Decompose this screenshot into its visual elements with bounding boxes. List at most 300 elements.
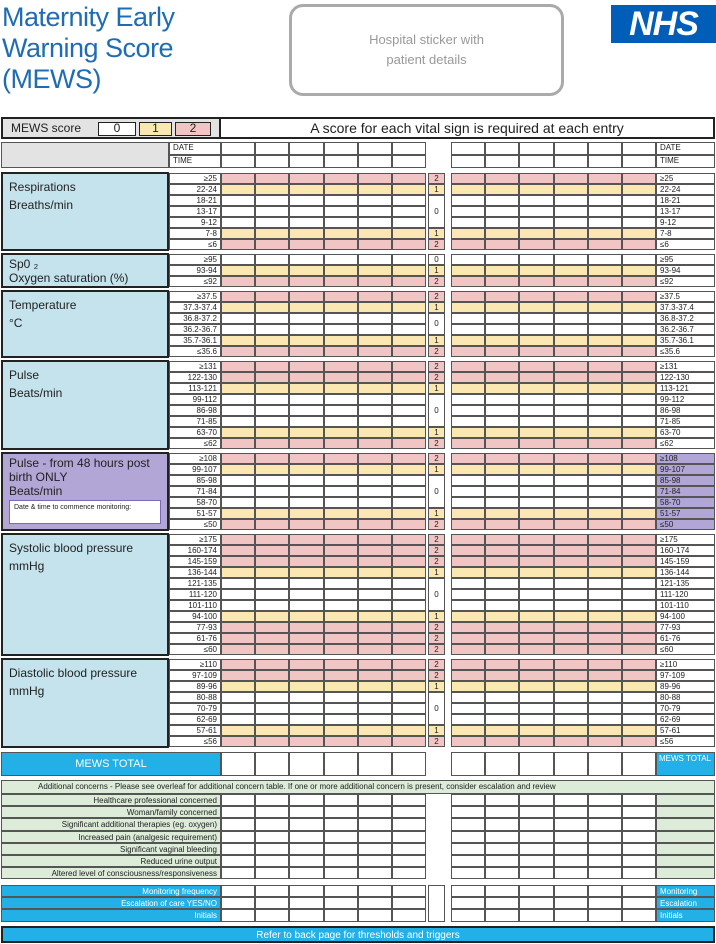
score-1-entry-cell[interactable] xyxy=(622,265,656,276)
score-1-entry-cell[interactable] xyxy=(451,335,485,346)
score-2-entry-cell[interactable] xyxy=(485,173,519,184)
score-2-entry-cell[interactable] xyxy=(554,276,588,287)
monitoring-entry-cell[interactable] xyxy=(358,909,392,921)
score-2-entry-cell[interactable] xyxy=(588,644,622,655)
score-2-entry-cell[interactable] xyxy=(588,736,622,747)
score-0-entry-cell[interactable] xyxy=(485,405,519,416)
score-1-entry-cell[interactable] xyxy=(554,567,588,578)
monitoring-entry-cell[interactable] xyxy=(221,897,255,909)
monitoring-entry-cell[interactable] xyxy=(485,909,519,921)
score-2-entry-cell[interactable] xyxy=(289,453,323,464)
monitoring-entry-cell[interactable] xyxy=(289,909,323,921)
score-1-entry-cell[interactable] xyxy=(358,611,392,622)
score-2-entry-cell[interactable] xyxy=(392,545,426,556)
score-2-entry-cell[interactable] xyxy=(255,659,289,670)
score-1-entry-cell[interactable] xyxy=(324,302,358,313)
score-1-entry-cell[interactable] xyxy=(485,265,519,276)
score-2-entry-cell[interactable] xyxy=(392,633,426,644)
score-0-entry-cell[interactable] xyxy=(588,589,622,600)
score-2-entry-cell[interactable] xyxy=(324,545,358,556)
score-0-entry-cell[interactable] xyxy=(392,589,426,600)
score-2-entry-cell[interactable] xyxy=(289,239,323,250)
score-2-entry-cell[interactable] xyxy=(392,670,426,681)
time-entry-cell[interactable] xyxy=(622,155,656,168)
score-2-entry-cell[interactable] xyxy=(392,438,426,449)
monitoring-entry-cell[interactable] xyxy=(255,897,289,909)
score-0-entry-cell[interactable] xyxy=(392,497,426,508)
score-0-entry-cell[interactable] xyxy=(221,313,255,324)
score-1-entry-cell[interactable] xyxy=(324,383,358,394)
score-1-entry-cell[interactable] xyxy=(289,335,323,346)
score-0-entry-cell[interactable] xyxy=(622,324,656,335)
score-0-entry-cell[interactable] xyxy=(451,195,485,206)
score-2-entry-cell[interactable] xyxy=(289,644,323,655)
score-2-entry-cell[interactable] xyxy=(588,622,622,633)
score-2-entry-cell[interactable] xyxy=(255,239,289,250)
score-2-entry-cell[interactable] xyxy=(554,534,588,545)
score-0-entry-cell[interactable] xyxy=(221,703,255,714)
score-0-entry-cell[interactable] xyxy=(255,324,289,335)
score-2-entry-cell[interactable] xyxy=(451,545,485,556)
score-0-entry-cell[interactable] xyxy=(622,714,656,725)
score-1-entry-cell[interactable] xyxy=(324,725,358,736)
mews-total-cell[interactable] xyxy=(289,752,323,776)
score-2-entry-cell[interactable] xyxy=(588,361,622,372)
monitoring-entry-cell[interactable] xyxy=(485,885,519,897)
score-2-entry-cell[interactable] xyxy=(622,173,656,184)
score-2-entry-cell[interactable] xyxy=(622,361,656,372)
concern-entry-cell[interactable] xyxy=(588,855,622,867)
concern-entry-cell[interactable] xyxy=(622,806,656,818)
score-1-entry-cell[interactable] xyxy=(289,265,323,276)
score-1-entry-cell[interactable] xyxy=(221,427,255,438)
date-entry-cell[interactable] xyxy=(392,142,426,155)
score-2-entry-cell[interactable] xyxy=(324,276,358,287)
score-0-entry-cell[interactable] xyxy=(485,475,519,486)
score-2-entry-cell[interactable] xyxy=(289,534,323,545)
score-2-entry-cell[interactable] xyxy=(622,346,656,357)
score-1-entry-cell[interactable] xyxy=(451,265,485,276)
score-2-entry-cell[interactable] xyxy=(324,736,358,747)
score-2-entry-cell[interactable] xyxy=(485,622,519,633)
concern-entry-cell[interactable] xyxy=(588,818,622,830)
score-1-entry-cell[interactable] xyxy=(221,681,255,692)
score-0-entry-cell[interactable] xyxy=(289,416,323,427)
score-1-entry-cell[interactable] xyxy=(289,725,323,736)
score-1-entry-cell[interactable] xyxy=(451,464,485,475)
score-0-entry-cell[interactable] xyxy=(622,486,656,497)
concern-entry-cell[interactable] xyxy=(622,855,656,867)
score-2-entry-cell[interactable] xyxy=(519,659,553,670)
score-2-entry-cell[interactable] xyxy=(588,453,622,464)
score-2-entry-cell[interactable] xyxy=(554,372,588,383)
score-1-entry-cell[interactable] xyxy=(622,383,656,394)
monitoring-entry-cell[interactable] xyxy=(451,885,485,897)
score-2-entry-cell[interactable] xyxy=(289,372,323,383)
score-0-entry-cell[interactable] xyxy=(622,475,656,486)
score-0-entry-cell[interactable] xyxy=(324,313,358,324)
time-entry-cell[interactable] xyxy=(588,155,622,168)
score-2-entry-cell[interactable] xyxy=(588,633,622,644)
score-2-entry-cell[interactable] xyxy=(622,556,656,567)
score-2-entry-cell[interactable] xyxy=(588,534,622,545)
score-0-entry-cell[interactable] xyxy=(588,692,622,703)
score-0-entry-cell[interactable] xyxy=(519,324,553,335)
score-2-entry-cell[interactable] xyxy=(519,556,553,567)
score-2-entry-cell[interactable] xyxy=(289,346,323,357)
score-1-entry-cell[interactable] xyxy=(255,427,289,438)
score-2-entry-cell[interactable] xyxy=(358,173,392,184)
concern-entry-cell[interactable] xyxy=(451,855,485,867)
score-1-entry-cell[interactable] xyxy=(324,508,358,519)
score-1-entry-cell[interactable] xyxy=(485,427,519,438)
score-0-entry-cell[interactable] xyxy=(358,486,392,497)
score-0-entry-cell[interactable] xyxy=(289,195,323,206)
concern-entry-cell[interactable] xyxy=(519,843,553,855)
score-1-entry-cell[interactable] xyxy=(588,383,622,394)
score-2-entry-cell[interactable] xyxy=(255,519,289,530)
score-0-entry-cell[interactable] xyxy=(392,254,426,265)
score-1-entry-cell[interactable] xyxy=(289,228,323,239)
concern-entry-cell[interactable] xyxy=(255,831,289,843)
time-entry-cell[interactable] xyxy=(255,155,289,168)
score-2-entry-cell[interactable] xyxy=(554,453,588,464)
score-2-entry-cell[interactable] xyxy=(358,372,392,383)
score-2-entry-cell[interactable] xyxy=(519,173,553,184)
score-0-entry-cell[interactable] xyxy=(451,405,485,416)
score-1-entry-cell[interactable] xyxy=(255,725,289,736)
score-0-entry-cell[interactable] xyxy=(622,589,656,600)
score-2-entry-cell[interactable] xyxy=(221,361,255,372)
score-2-entry-cell[interactable] xyxy=(358,438,392,449)
concern-entry-cell[interactable] xyxy=(289,843,323,855)
score-0-entry-cell[interactable] xyxy=(358,217,392,228)
score-1-entry-cell[interactable] xyxy=(622,302,656,313)
score-2-entry-cell[interactable] xyxy=(519,622,553,633)
score-0-entry-cell[interactable] xyxy=(588,578,622,589)
score-2-entry-cell[interactable] xyxy=(255,736,289,747)
score-0-entry-cell[interactable] xyxy=(324,254,358,265)
score-1-entry-cell[interactable] xyxy=(451,228,485,239)
score-1-entry-cell[interactable] xyxy=(289,427,323,438)
score-2-entry-cell[interactable] xyxy=(485,438,519,449)
concern-entry-cell[interactable] xyxy=(221,855,255,867)
score-0-entry-cell[interactable] xyxy=(485,714,519,725)
score-0-entry-cell[interactable] xyxy=(588,714,622,725)
score-2-entry-cell[interactable] xyxy=(554,346,588,357)
score-2-entry-cell[interactable] xyxy=(392,534,426,545)
concern-entry-cell[interactable] xyxy=(221,806,255,818)
score-1-entry-cell[interactable] xyxy=(358,508,392,519)
concern-entry-cell[interactable] xyxy=(324,794,358,806)
score-2-entry-cell[interactable] xyxy=(358,545,392,556)
score-0-entry-cell[interactable] xyxy=(324,195,358,206)
score-1-entry-cell[interactable] xyxy=(519,335,553,346)
concern-entry-cell[interactable] xyxy=(324,818,358,830)
concern-entry-cell[interactable] xyxy=(358,818,392,830)
score-2-entry-cell[interactable] xyxy=(519,644,553,655)
score-2-entry-cell[interactable] xyxy=(289,659,323,670)
score-1-entry-cell[interactable] xyxy=(622,681,656,692)
score-0-entry-cell[interactable] xyxy=(451,394,485,405)
score-0-entry-cell[interactable] xyxy=(622,703,656,714)
score-2-entry-cell[interactable] xyxy=(221,291,255,302)
score-0-entry-cell[interactable] xyxy=(485,195,519,206)
score-2-entry-cell[interactable] xyxy=(358,644,392,655)
score-2-entry-cell[interactable] xyxy=(622,276,656,287)
score-2-entry-cell[interactable] xyxy=(519,534,553,545)
score-0-entry-cell[interactable] xyxy=(358,206,392,217)
monitoring-entry-cell[interactable] xyxy=(255,885,289,897)
score-1-entry-cell[interactable] xyxy=(221,508,255,519)
score-2-entry-cell[interactable] xyxy=(622,291,656,302)
score-1-entry-cell[interactable] xyxy=(255,265,289,276)
score-2-entry-cell[interactable] xyxy=(519,633,553,644)
score-0-entry-cell[interactable] xyxy=(519,217,553,228)
score-0-entry-cell[interactable] xyxy=(289,486,323,497)
score-0-entry-cell[interactable] xyxy=(554,600,588,611)
score-0-entry-cell[interactable] xyxy=(554,703,588,714)
score-1-entry-cell[interactable] xyxy=(358,228,392,239)
score-2-entry-cell[interactable] xyxy=(622,519,656,530)
score-0-entry-cell[interactable] xyxy=(519,714,553,725)
score-0-entry-cell[interactable] xyxy=(588,254,622,265)
score-1-entry-cell[interactable] xyxy=(622,611,656,622)
score-0-entry-cell[interactable] xyxy=(554,497,588,508)
score-1-entry-cell[interactable] xyxy=(519,508,553,519)
concern-entry-cell[interactable] xyxy=(289,794,323,806)
score-2-entry-cell[interactable] xyxy=(554,519,588,530)
concern-entry-cell[interactable] xyxy=(358,855,392,867)
score-0-entry-cell[interactable] xyxy=(588,416,622,427)
score-2-entry-cell[interactable] xyxy=(519,239,553,250)
score-2-entry-cell[interactable] xyxy=(451,736,485,747)
mews-total-cell[interactable] xyxy=(519,752,553,776)
score-1-entry-cell[interactable] xyxy=(255,302,289,313)
score-1-entry-cell[interactable] xyxy=(324,228,358,239)
score-0-entry-cell[interactable] xyxy=(255,195,289,206)
score-1-entry-cell[interactable] xyxy=(324,611,358,622)
score-2-entry-cell[interactable] xyxy=(451,556,485,567)
score-2-entry-cell[interactable] xyxy=(485,276,519,287)
mews-total-cell[interactable] xyxy=(221,752,255,776)
concern-entry-cell[interactable] xyxy=(289,867,323,879)
concern-entry-cell[interactable] xyxy=(622,867,656,879)
score-2-entry-cell[interactable] xyxy=(221,633,255,644)
score-2-entry-cell[interactable] xyxy=(392,736,426,747)
score-2-entry-cell[interactable] xyxy=(392,346,426,357)
score-0-entry-cell[interactable] xyxy=(588,313,622,324)
score-0-entry-cell[interactable] xyxy=(358,324,392,335)
score-1-entry-cell[interactable] xyxy=(622,508,656,519)
score-0-entry-cell[interactable] xyxy=(554,714,588,725)
score-1-entry-cell[interactable] xyxy=(324,681,358,692)
score-2-entry-cell[interactable] xyxy=(324,291,358,302)
score-0-entry-cell[interactable] xyxy=(588,394,622,405)
date-entry-cell[interactable] xyxy=(324,142,358,155)
score-2-entry-cell[interactable] xyxy=(485,361,519,372)
date-entry-cell[interactable] xyxy=(588,142,622,155)
score-1-entry-cell[interactable] xyxy=(221,725,255,736)
score-2-entry-cell[interactable] xyxy=(289,670,323,681)
concern-entry-cell[interactable] xyxy=(485,867,519,879)
score-0-entry-cell[interactable] xyxy=(451,497,485,508)
score-1-entry-cell[interactable] xyxy=(519,228,553,239)
monitoring-entry-cell[interactable] xyxy=(221,885,255,897)
monitoring-entry-cell[interactable] xyxy=(554,885,588,897)
score-0-entry-cell[interactable] xyxy=(255,692,289,703)
score-2-entry-cell[interactable] xyxy=(221,659,255,670)
time-entry-cell[interactable] xyxy=(221,155,255,168)
score-2-entry-cell[interactable] xyxy=(485,519,519,530)
concern-entry-cell[interactable] xyxy=(392,867,426,879)
score-1-entry-cell[interactable] xyxy=(255,611,289,622)
time-entry-cell[interactable] xyxy=(324,155,358,168)
score-2-entry-cell[interactable] xyxy=(358,346,392,357)
score-2-entry-cell[interactable] xyxy=(622,736,656,747)
score-0-entry-cell[interactable] xyxy=(289,206,323,217)
score-1-entry-cell[interactable] xyxy=(451,508,485,519)
score-2-entry-cell[interactable] xyxy=(255,670,289,681)
score-1-entry-cell[interactable] xyxy=(588,725,622,736)
monitoring-entry-cell[interactable] xyxy=(324,885,358,897)
score-2-entry-cell[interactable] xyxy=(588,372,622,383)
score-1-entry-cell[interactable] xyxy=(588,184,622,195)
score-1-entry-cell[interactable] xyxy=(289,681,323,692)
concern-entry-cell[interactable] xyxy=(221,818,255,830)
score-2-entry-cell[interactable] xyxy=(324,534,358,545)
score-2-entry-cell[interactable] xyxy=(255,173,289,184)
score-1-entry-cell[interactable] xyxy=(324,184,358,195)
time-entry-cell[interactable] xyxy=(358,155,392,168)
score-0-entry-cell[interactable] xyxy=(289,600,323,611)
concern-entry-cell[interactable] xyxy=(289,806,323,818)
score-1-entry-cell[interactable] xyxy=(554,383,588,394)
concern-entry-cell[interactable] xyxy=(324,843,358,855)
score-0-entry-cell[interactable] xyxy=(324,394,358,405)
score-2-entry-cell[interactable] xyxy=(554,736,588,747)
score-2-entry-cell[interactable] xyxy=(324,361,358,372)
score-0-entry-cell[interactable] xyxy=(451,486,485,497)
score-0-entry-cell[interactable] xyxy=(255,497,289,508)
concern-entry-cell[interactable] xyxy=(451,843,485,855)
score-1-entry-cell[interactable] xyxy=(622,567,656,578)
score-2-entry-cell[interactable] xyxy=(324,346,358,357)
score-0-entry-cell[interactable] xyxy=(519,195,553,206)
time-entry-cell[interactable] xyxy=(485,155,519,168)
score-2-entry-cell[interactable] xyxy=(554,361,588,372)
concern-entry-cell[interactable] xyxy=(519,794,553,806)
concern-entry-cell[interactable] xyxy=(255,867,289,879)
score-0-entry-cell[interactable] xyxy=(588,600,622,611)
score-1-entry-cell[interactable] xyxy=(392,681,426,692)
concern-entry-cell[interactable] xyxy=(485,831,519,843)
concern-entry-cell[interactable] xyxy=(554,806,588,818)
score-0-entry-cell[interactable] xyxy=(324,475,358,486)
score-1-entry-cell[interactable] xyxy=(358,302,392,313)
score-2-entry-cell[interactable] xyxy=(622,239,656,250)
score-0-entry-cell[interactable] xyxy=(519,206,553,217)
score-1-entry-cell[interactable] xyxy=(255,681,289,692)
score-1-entry-cell[interactable] xyxy=(554,265,588,276)
score-2-entry-cell[interactable] xyxy=(221,534,255,545)
score-2-entry-cell[interactable] xyxy=(221,736,255,747)
score-1-entry-cell[interactable] xyxy=(519,302,553,313)
concern-entry-cell[interactable] xyxy=(588,831,622,843)
score-1-entry-cell[interactable] xyxy=(221,302,255,313)
score-0-entry-cell[interactable] xyxy=(519,578,553,589)
score-2-entry-cell[interactable] xyxy=(358,556,392,567)
monitoring-entry-cell[interactable] xyxy=(392,897,426,909)
time-entry-cell[interactable] xyxy=(451,155,485,168)
score-1-entry-cell[interactable] xyxy=(485,335,519,346)
concern-entry-cell[interactable] xyxy=(485,794,519,806)
score-1-entry-cell[interactable] xyxy=(392,725,426,736)
score-2-entry-cell[interactable] xyxy=(622,545,656,556)
score-2-entry-cell[interactable] xyxy=(519,361,553,372)
score-0-entry-cell[interactable] xyxy=(554,589,588,600)
concern-entry-cell[interactable] xyxy=(255,794,289,806)
score-2-entry-cell[interactable] xyxy=(255,438,289,449)
time-entry-cell[interactable] xyxy=(519,155,553,168)
score-0-entry-cell[interactable] xyxy=(622,692,656,703)
score-0-entry-cell[interactable] xyxy=(554,394,588,405)
score-1-entry-cell[interactable] xyxy=(289,611,323,622)
score-0-entry-cell[interactable] xyxy=(324,206,358,217)
concern-entry-cell[interactable] xyxy=(622,831,656,843)
date-entry-cell[interactable] xyxy=(255,142,289,155)
score-2-entry-cell[interactable] xyxy=(554,239,588,250)
score-1-entry-cell[interactable] xyxy=(485,228,519,239)
concern-entry-cell[interactable] xyxy=(451,818,485,830)
score-2-entry-cell[interactable] xyxy=(451,291,485,302)
score-1-entry-cell[interactable] xyxy=(554,611,588,622)
score-0-entry-cell[interactable] xyxy=(358,714,392,725)
score-0-entry-cell[interactable] xyxy=(392,313,426,324)
score-0-entry-cell[interactable] xyxy=(519,692,553,703)
concern-entry-cell[interactable] xyxy=(588,867,622,879)
concern-entry-cell[interactable] xyxy=(451,867,485,879)
concern-entry-cell[interactable] xyxy=(554,843,588,855)
score-1-entry-cell[interactable] xyxy=(588,567,622,578)
score-1-entry-cell[interactable] xyxy=(358,184,392,195)
concern-entry-cell[interactable] xyxy=(392,843,426,855)
score-2-entry-cell[interactable] xyxy=(358,453,392,464)
score-2-entry-cell[interactable] xyxy=(554,291,588,302)
concern-entry-cell[interactable] xyxy=(358,843,392,855)
score-1-entry-cell[interactable] xyxy=(392,184,426,195)
score-2-entry-cell[interactable] xyxy=(392,644,426,655)
score-0-entry-cell[interactable] xyxy=(392,703,426,714)
score-2-entry-cell[interactable] xyxy=(289,519,323,530)
score-2-entry-cell[interactable] xyxy=(588,659,622,670)
score-0-entry-cell[interactable] xyxy=(324,324,358,335)
score-0-entry-cell[interactable] xyxy=(358,254,392,265)
score-2-entry-cell[interactable] xyxy=(221,622,255,633)
score-0-entry-cell[interactable] xyxy=(622,206,656,217)
score-0-entry-cell[interactable] xyxy=(588,405,622,416)
score-2-entry-cell[interactable] xyxy=(358,291,392,302)
score-2-entry-cell[interactable] xyxy=(358,276,392,287)
score-1-entry-cell[interactable] xyxy=(519,464,553,475)
score-0-entry-cell[interactable] xyxy=(485,589,519,600)
score-1-entry-cell[interactable] xyxy=(519,383,553,394)
score-0-entry-cell[interactable] xyxy=(519,703,553,714)
score-1-entry-cell[interactable] xyxy=(255,567,289,578)
score-2-entry-cell[interactable] xyxy=(358,633,392,644)
score-0-entry-cell[interactable] xyxy=(289,475,323,486)
score-0-entry-cell[interactable] xyxy=(392,600,426,611)
